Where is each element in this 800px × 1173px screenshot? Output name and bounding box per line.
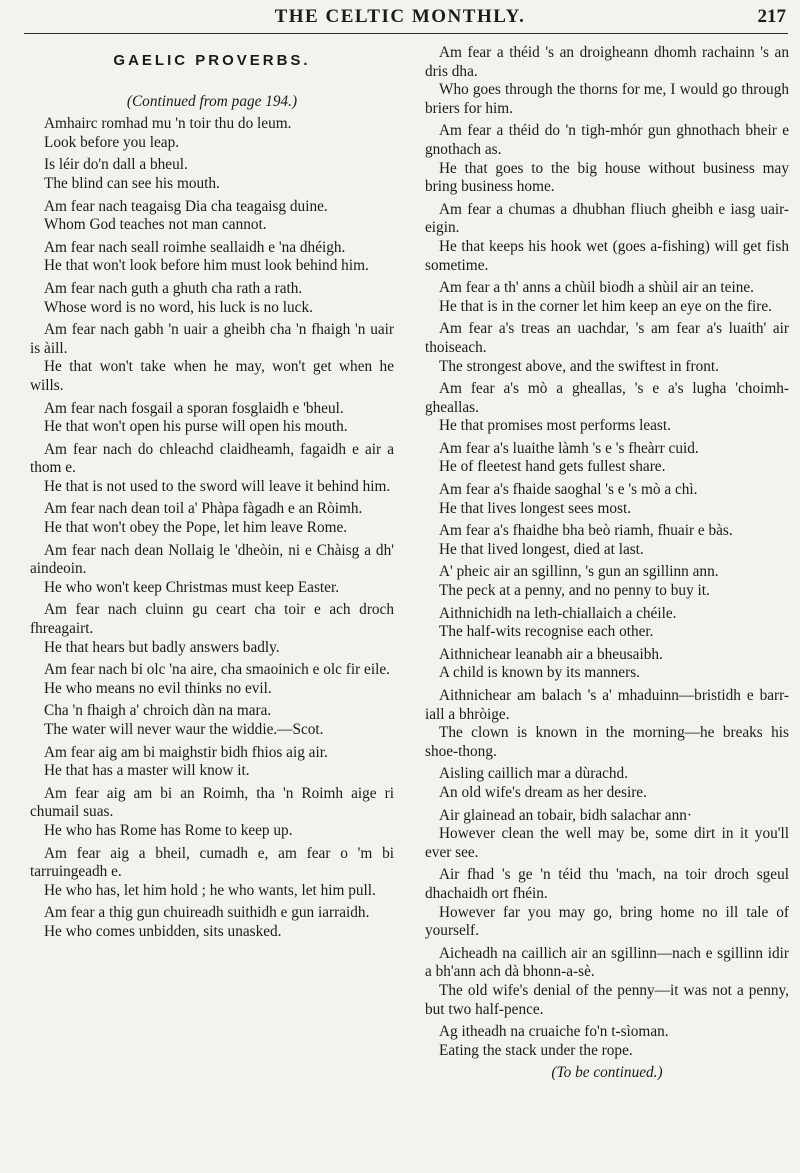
english-translation: He that is not used to the sword will leave it behind him. [44, 477, 391, 495]
english-translation: The strongest above, and the swiftest in front. [439, 357, 719, 375]
gaelic-proverb: Am fear nach do chleachd claidheamh, fagaidh e air a thom e. [30, 440, 394, 477]
gaelic-proverb: Air glainead an tobair, bidh salachar ann· [439, 806, 692, 824]
page-header [0, 0, 800, 40]
continued-note: (Continued from page 194.) [126, 92, 298, 110]
english-translation: Eating the stack under the rope. [439, 1041, 633, 1059]
proverb [425, 765, 789, 802]
english-translation: However clean the well may be, some dirt in it you'll ever see. [425, 825, 789, 861]
article-title: GAELIC PROVERBS. [113, 52, 311, 69]
gaelic-proverb: Am fear nach gabh 'n uair a gheibh cha 'n fhaigh 'n uair is àill. [30, 321, 394, 357]
gaelic-proverb: Am fear nach teagaisg Dia cha teagaisg duine. [44, 197, 328, 215]
english-translation: The clown is known in the morning—he breaks his shoe-thong. [425, 724, 789, 760]
proverb [425, 380, 789, 436]
proverb [30, 744, 394, 781]
page-number: 217 [757, 6, 786, 27]
english-translation: He who means no evil thinks no evil. [44, 679, 272, 697]
proverb [30, 321, 394, 395]
gaelic-proverb: Ag itheadh na cruaiche fo'n t-sìoman. [439, 1023, 669, 1041]
english-translation: He who won't keep Christmas must keep Easter. [44, 578, 340, 596]
english-translation: He that won't take when he may, won't get when he wills. [30, 358, 394, 394]
gaelic-proverb: Aisling caillich mar a dùrachd. [439, 765, 629, 783]
gaelic-proverb: Am fear aig am bi maighstir bidh fhios aig air. [44, 743, 328, 761]
gaelic-proverb: Am fear a thig gun chuireadh suithidh e gun iarraidh. [44, 904, 370, 922]
english-translation: Whose word is no word, his luck is no luck. [44, 298, 313, 316]
proverb [425, 44, 789, 118]
proverb [30, 702, 394, 739]
english-translation: Who goes through the thorns for me, I would go through briers for him. [425, 81, 789, 117]
header-rule [24, 33, 788, 34]
english-translation: He that hears but badly answers badly. [44, 638, 280, 656]
proverb [30, 441, 394, 497]
gaelic-proverb: Am fear nach bi olc 'na aire, cha smaoinich e olc fir eile. [44, 661, 390, 679]
gaelic-proverb: Am fear a chumas a dhubhan fliuch gheibh e iasg uair-eigin. [425, 200, 789, 237]
left-column [30, 44, 394, 946]
gaelic-proverb: Aithnichidh na leth-chiallaich a chéile. [439, 604, 677, 622]
english-translation: He that keeps his hook wet (goes a-fishing) will get fish sometime. [425, 237, 789, 274]
proverb [30, 601, 394, 657]
english-translation: He that won't obey the Pope, let him leave Rome. [44, 519, 348, 537]
gaelic-proverb: Am fear a théid 's an droigheann dhomh rachainn 's an dris dha. [425, 44, 789, 80]
proverb [30, 904, 394, 941]
proverb [425, 481, 789, 518]
english-translation: The blind can see his mouth. [44, 174, 220, 192]
proverb [425, 522, 789, 559]
gaelic-proverb: Am fear nach cluinn gu ceart cha toir e ach droch fhreagairt. [30, 601, 394, 638]
gaelic-proverb: Aithnichear am balach 's a' mhaduinn—bristidh e barr-iall a bhròige. [425, 687, 789, 723]
proverb [425, 945, 789, 1019]
proverb [425, 122, 789, 196]
proverb [425, 605, 789, 642]
proverb [30, 198, 394, 235]
english-translation: He that lives longest sees most. [439, 499, 632, 517]
proverb [425, 646, 789, 683]
gaelic-proverb: Am fear nach dean toil a' Phàpa fàgadh e an Ròimh. [44, 500, 363, 518]
proverb [30, 115, 394, 152]
english-translation: He that is in the corner let him keep an eye on the fire. [439, 297, 773, 315]
english-translation: He that goes to the big house without business may bring business home. [425, 159, 789, 196]
proverb [425, 807, 789, 863]
english-translation: Whom God teaches not man cannot. [44, 216, 267, 234]
proverb [425, 563, 789, 600]
gaelic-proverb: Am fear a's mò a gheallas, 's e a's lugha 'choimh-gheallas. [425, 380, 789, 416]
proverb [30, 156, 394, 193]
gaelic-proverb: Aithnichear leanabh air a bheusaibh. [439, 645, 663, 663]
proverb [425, 201, 789, 275]
english-translation: He who comes unbidden, sits unasked. [44, 922, 282, 940]
right-column [425, 44, 789, 1083]
gaelic-proverb: Am fear nach dean Nollaig le 'dheòin, ni e Chàisg a dh' aindeoin. [30, 541, 394, 578]
english-translation: He that promises most performs least. [439, 417, 671, 435]
english-translation: He who has, let him hold ; he who wants, let him pull. [44, 881, 376, 899]
gaelic-proverb: Am fear nach seall roimhe seallaidh e 'na dhéigh. [44, 238, 346, 256]
proverb [425, 866, 789, 940]
gaelic-proverb: Am fear aig am bi an Roimh, tha 'n Roimh aige ri chumail suas. [30, 784, 394, 821]
gaelic-proverb: Am fear nach fosgail a sporan fosglaidh e 'bheul. [44, 399, 344, 417]
gaelic-proverb: Am fear a théid do 'n tigh-mhór gun ghnothach bheir e gnothach as. [425, 122, 789, 158]
proverb [30, 400, 394, 437]
gaelic-proverb: Am fear nach guth a ghuth cha rath a rath. [44, 279, 303, 297]
gaelic-proverb: Am fear aig a bheil, cumadh e, am fear o 'm bi tarruingeadh e. [30, 844, 394, 881]
gaelic-proverb: Am fear a th' anns a chùil biodh a shùil air an teine. [439, 279, 754, 297]
gaelic-proverb: Cha 'n fhaigh a' chroich dàn na mara. [44, 702, 272, 720]
proverb [425, 687, 789, 761]
proverb [30, 542, 394, 598]
proverb [30, 845, 394, 901]
gaelic-proverb: Aicheadh na caillich air an sgillinn—nach e sgillinn idir a bh'ann ach dà bhonn-a-sè. [425, 944, 789, 981]
english-translation: He that lived longest, died at last. [439, 540, 644, 558]
proverb [30, 661, 394, 698]
gaelic-proverb: Am fear a's fhaidhe bha beò riamh, fhuair e bàs. [439, 522, 733, 540]
english-translation: The half-wits recognise each other. [439, 623, 654, 641]
proverb [30, 785, 394, 841]
proverb [30, 280, 394, 317]
english-translation: An old wife's dream as her desire. [439, 783, 647, 801]
proverb [425, 1023, 789, 1060]
gaelic-proverb: Am fear a's fhaide saoghal 's e 's mò a chì. [439, 481, 698, 499]
gaelic-proverb: Is léir do'n dall a bheul. [44, 156, 188, 174]
english-translation: He of fleetest hand gets fullest share. [439, 458, 666, 476]
english-translation: He that won't open his purse will open his mouth. [44, 418, 348, 436]
english-translation: A child is known by its manners. [439, 664, 640, 682]
proverb [30, 239, 394, 276]
proverb [425, 440, 789, 477]
gaelic-proverb: Am fear a's luaithe làmh 's e 's fheàrr cuid. [439, 439, 699, 457]
gaelic-proverb: Amhairc romhad mu 'n toir thu do leum. [44, 115, 292, 133]
english-translation: He who has Rome has Rome to keep up. [44, 821, 293, 839]
gaelic-proverb: A' pheic air an sgillinn, 's gun an sgillinn ann. [439, 563, 719, 581]
proverb [425, 279, 789, 316]
english-translation: The old wife's denial of the penny—it was not a penny, but two half-pence. [425, 981, 789, 1018]
english-translation: He that won't look before him must look behind him. [44, 257, 369, 275]
gaelic-proverb: Air fhad 's ge 'n téid thu 'mach, na toir droch sgeul dhachaidh ort fhéin. [425, 866, 789, 902]
running-title: THE CELTIC MONTHLY. [274, 6, 526, 27]
proverb [425, 320, 789, 376]
english-translation: The water will never waur the widdie.—Scot. [44, 721, 324, 738]
proverb [30, 500, 394, 537]
gaelic-proverb: Am fear a's treas an uachdar, 's am fear a's luaith' air thoiseach. [425, 320, 789, 356]
english-translation: Look before you leap. [44, 133, 180, 151]
english-translation: However far you may go, bring home no ill tale of yourself. [425, 903, 789, 940]
to-be-continued-note: (To be continued.) [551, 1064, 663, 1082]
english-translation: The peck at a penny, and no penny to buy it. [439, 582, 710, 600]
english-translation: He that has a master will know it. [44, 762, 250, 780]
